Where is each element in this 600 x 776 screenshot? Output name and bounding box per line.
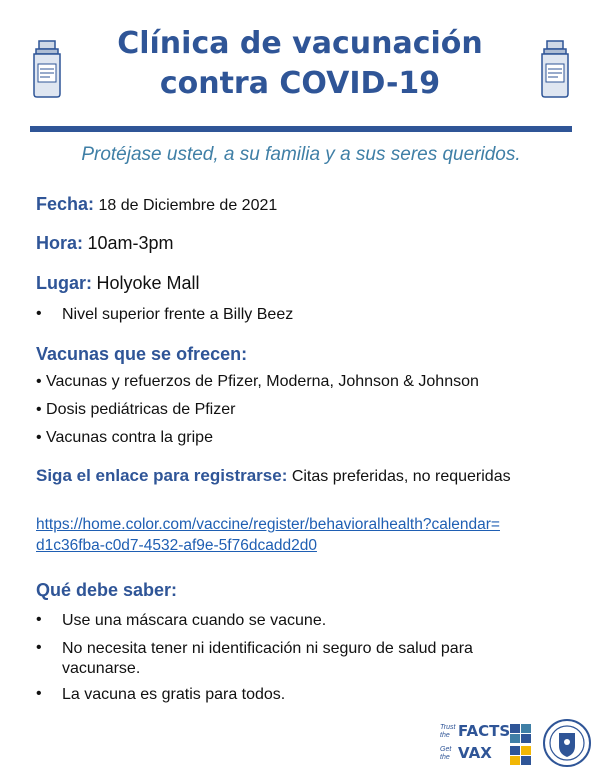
- page-title: [90, 24, 510, 104]
- registration-link[interactable]: [36, 514, 576, 556]
- vaccine-vial-icon: [538, 40, 572, 98]
- vacuna-item: • Vacunas contra la gripe: [36, 429, 213, 446]
- logo-get-text: Get the: [440, 746, 452, 761]
- logo-tile-icon: [510, 734, 520, 743]
- vacuna-item: • Vacunas y refuerzos de Pfizer, Moderna, Johnson & Johnson: [36, 373, 479, 390]
- registro-note: Citas preferidas, no requeridas: [291, 468, 511, 485]
- registration-link-line-1[interactable]: https://home.color.com/vaccine/register/behavioralhealth?calendar=: [36, 516, 500, 533]
- fecha-value: 18 de Diciembre de 2021: [98, 197, 278, 214]
- header-divider: [30, 126, 572, 132]
- logo-tile-icon: [521, 756, 531, 765]
- bullet-marker: •: [36, 305, 42, 322]
- logo-tile-icon: [521, 734, 531, 743]
- logo-tile-icon: [510, 746, 520, 755]
- lugar-detail: Nivel superior frente a Billy Beez: [62, 306, 294, 323]
- bullet-marker: •: [36, 685, 42, 702]
- trust-the-facts-logo: [440, 722, 532, 766]
- bullet-marker: •: [36, 639, 42, 656]
- registro-label: Siga el enlace para registrarse:: [36, 466, 288, 485]
- logo-tile-icon: [510, 724, 520, 733]
- subtitle: Protéjase usted, a su familia y a sus seres queridos.: [81, 144, 521, 165]
- logo-tile-icon: [521, 746, 531, 755]
- registro-row: [36, 466, 511, 486]
- saber-heading: Qué debe saber:: [36, 580, 178, 600]
- logo-tile-icon: [510, 756, 520, 765]
- saber-item: La vacuna es gratis para todos.: [62, 686, 286, 703]
- title-line-1: Clínica de vacunación: [117, 26, 483, 61]
- vacunas-heading: Vacunas que se ofrecen:: [36, 344, 248, 364]
- saber-item: No necesita tener ni identificación ni seguro de salud para vacunarse.: [62, 640, 473, 677]
- registration-link-line-2[interactable]: d1c36fba-c0d7-4532-af9e-5f76dcadd2d0: [36, 537, 317, 554]
- lugar-row: [36, 273, 200, 294]
- vacuna-item: • Dosis pediátricas de Pfizer: [36, 401, 236, 418]
- logo-tile-icon: [521, 724, 531, 733]
- fecha-label: Fecha:: [36, 194, 95, 214]
- title-line-2: contra COVID-19: [159, 66, 441, 101]
- saber-item: Use una máscara cuando se vacune.: [62, 612, 327, 629]
- hora-value: 10am-3pm: [87, 233, 174, 253]
- vaccine-vial-icon: [30, 40, 64, 98]
- logo-vax-text: VAX: [458, 744, 492, 762]
- logo-facts-text: FACTS: [458, 722, 511, 740]
- logo-trust-text: Trust the: [440, 724, 456, 739]
- fecha-row: [36, 194, 277, 215]
- state-seal-icon: [542, 718, 592, 768]
- bullet-marker: •: [36, 611, 42, 628]
- lugar-label: Lugar:: [36, 273, 92, 293]
- hora-row: [36, 233, 174, 254]
- lugar-value: Holyoke Mall: [96, 273, 200, 293]
- hora-label: Hora:: [36, 233, 84, 253]
